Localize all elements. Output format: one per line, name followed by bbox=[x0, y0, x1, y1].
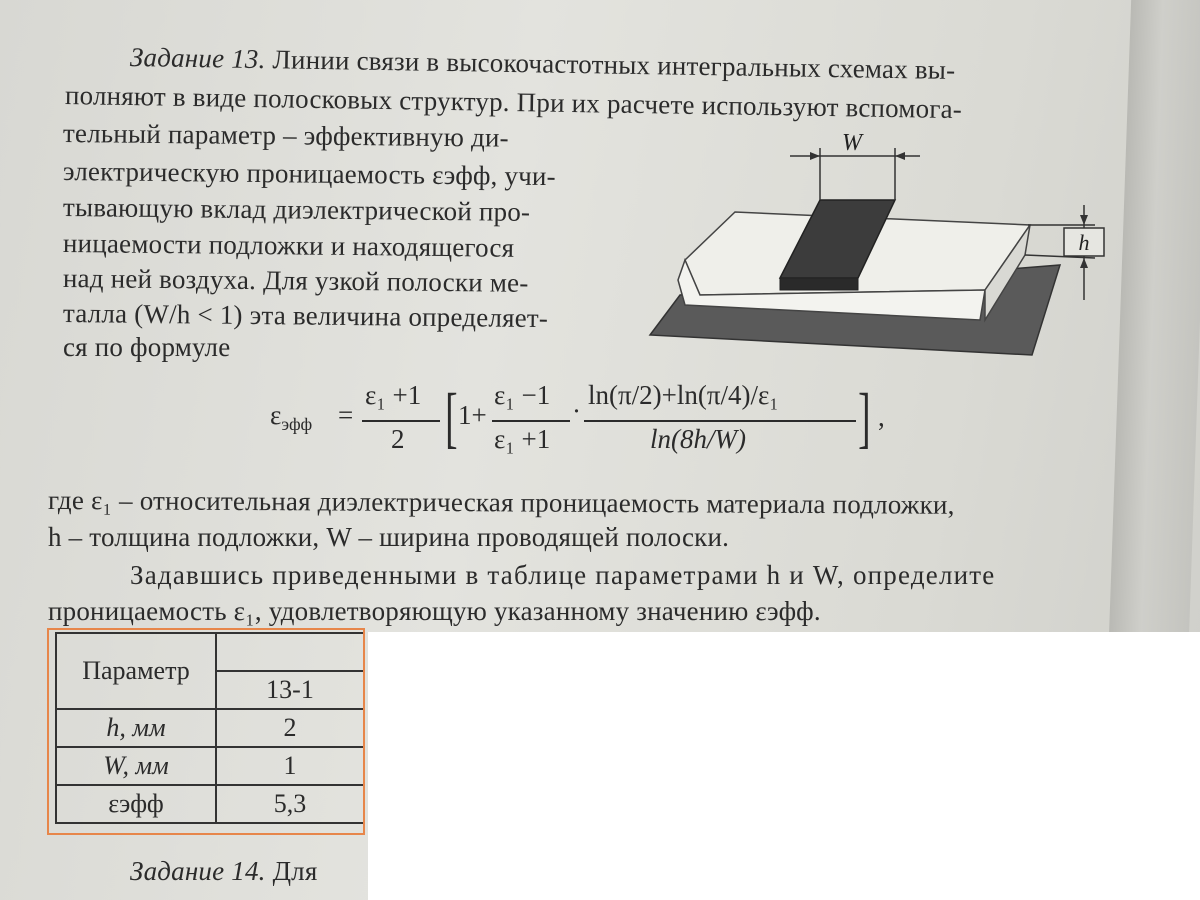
task13-line2: полняют в виде полосковых структур. При их расчете используют вспомога- bbox=[64, 80, 963, 125]
left-bracket: [ bbox=[445, 379, 458, 455]
table-row-name: h, мм bbox=[56, 709, 216, 747]
frac1-denominator: 2 bbox=[391, 424, 405, 454]
task14-line bbox=[130, 856, 317, 887]
task13-narrow-line-4: ницаемости подложки и находящегося bbox=[62, 228, 515, 263]
frac2-denominator: ε₁ +1 bbox=[494, 424, 551, 454]
multiply-dot: · bbox=[572, 396, 581, 426]
after-formula-line4: проницаемость ε₁, удовлетворяющую указанному значению εэфф. bbox=[48, 596, 821, 626]
task13-narrow-line-3: тывающую вклад диэлектрической про- bbox=[62, 192, 531, 227]
table-row-value: 2 bbox=[216, 709, 364, 747]
task13-line1 bbox=[130, 42, 956, 86]
right-bracket: ] bbox=[858, 379, 871, 455]
microstrip-drawing bbox=[640, 120, 1110, 360]
epsilon-eff-formula bbox=[270, 372, 890, 472]
table-row-name: W, мм bbox=[56, 747, 216, 785]
formula-lhs-sub: эфф bbox=[281, 414, 313, 434]
task13-narrow-line-2: электрическую проницаемость εэфф, учи- bbox=[62, 156, 557, 192]
task13-narrow-line-5: над ней воздуха. Для узкой полоски ме- bbox=[62, 263, 529, 298]
task14-text: Для bbox=[272, 856, 318, 886]
frac3-denominator: ln(8h/W) bbox=[650, 424, 746, 454]
table-variant-cell: 13-1 bbox=[216, 671, 364, 709]
after-formula-line1: где ε₁ – относительная диэлектрическая проницаемость материала подложки, bbox=[47, 485, 955, 520]
frac3-bar bbox=[584, 420, 856, 422]
formula-equals: = bbox=[338, 400, 354, 430]
one-plus: 1+ bbox=[458, 400, 487, 430]
task13-label: Задание 13. bbox=[129, 42, 266, 75]
frac3-numerator: ln(π/2)+ln(π/4)/ε₁ bbox=[588, 380, 779, 410]
narrow-line-1-text: тельный параметр – эффективную ди- bbox=[62, 118, 509, 153]
label-h: h bbox=[1078, 230, 1090, 255]
task13-narrow-line-7: ся по формуле bbox=[63, 332, 231, 362]
task14-label: Задание 14. bbox=[130, 856, 266, 886]
formula-lhs bbox=[270, 400, 312, 435]
label-w: W bbox=[842, 130, 862, 156]
white-cover-block bbox=[368, 632, 1200, 900]
frac2-bar bbox=[492, 420, 570, 422]
selection-highlight bbox=[47, 628, 365, 835]
table-row-value: 1 bbox=[216, 747, 364, 785]
after-formula-line3: Задавшись приведенными в таблице параметрами h и W, определите bbox=[130, 560, 996, 590]
formula-comma: , bbox=[878, 402, 885, 432]
table-row-value: 5,3 bbox=[216, 785, 364, 823]
task13-line1-text: Линии связи в высокочастотных интегральных схемах вы- bbox=[272, 44, 956, 85]
formula-lhs-epsilon: ε bbox=[270, 400, 282, 430]
table-row-name: εэфф bbox=[56, 785, 216, 823]
microstrip-figure bbox=[640, 120, 1110, 365]
task13-narrow-line-6: талла (W/h < 1) эта величина определяет- bbox=[62, 298, 549, 334]
table-header-parameter: Параметр bbox=[56, 633, 216, 709]
frac1-bar bbox=[362, 420, 440, 422]
frac1-numerator: ε₁ +1 bbox=[365, 380, 422, 410]
page-edge bbox=[1109, 0, 1200, 640]
after-formula-line2: h – толщина подложки, W – ширина проводящей полоски. bbox=[48, 522, 730, 552]
frac2-numerator: ε₁ −1 bbox=[494, 380, 551, 410]
task13-narrow-line-1 bbox=[63, 118, 618, 155]
